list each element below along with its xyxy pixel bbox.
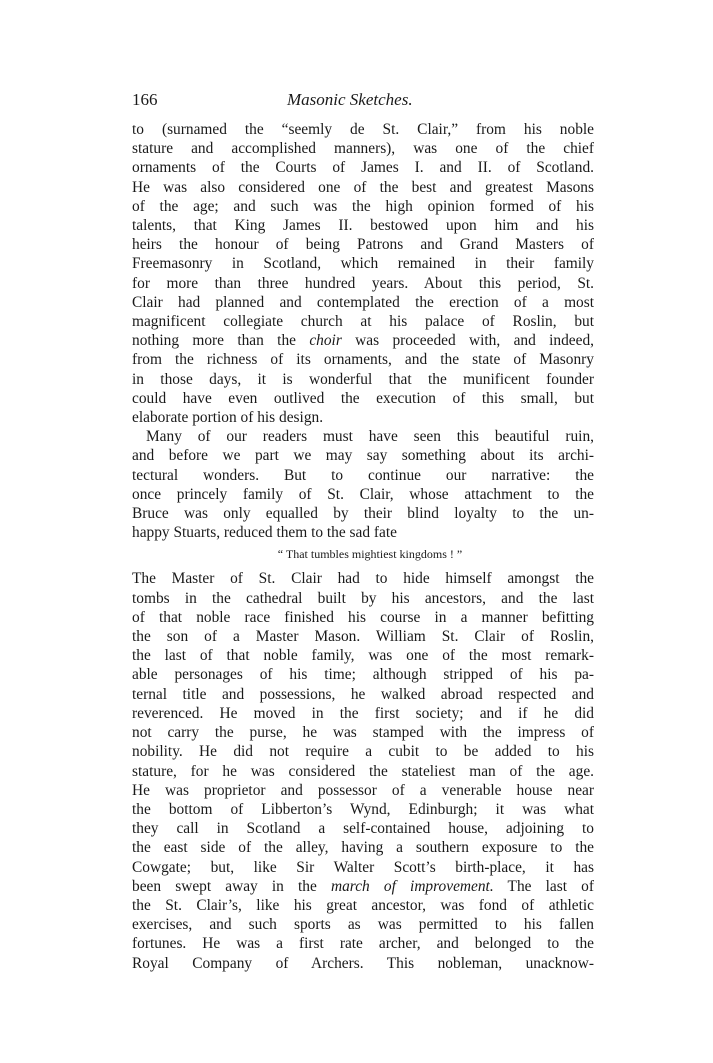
text-line: stature and accomplished manners), was one of the chief	[132, 140, 594, 158]
text-line: for more than three hundred years. About this period, St.	[132, 274, 594, 292]
body-text	[132, 120, 594, 973]
text-line: fortunes. He was a first rate archer, and belonged to the	[132, 935, 594, 953]
text-line: the east side of the alley, having a southern exposure to the	[132, 839, 594, 857]
text-line: tectural wonders. But to continue our narrative: the	[132, 466, 594, 484]
text-line: of the age; and such was the high opinion formed of his	[132, 197, 594, 215]
text-line: reverenced. He moved in the first society; and if he did	[132, 704, 594, 722]
text-line	[132, 877, 594, 896]
text-segment: The last of	[493, 877, 594, 895]
text-line: could have even outlived the execution of this small, but	[132, 389, 594, 407]
text-line: they call in Scotland a self-contained house, adjoining to	[132, 820, 594, 838]
text-line: nobility. He did not require a cubit to be added to his	[132, 743, 594, 761]
text-line: Freemasonry in Scotland, which remained in their family	[132, 255, 594, 273]
text-line: tombs in the cathedral built by his ancestors, and the last	[132, 589, 594, 607]
text-segment: was proceeded with, and indeed,	[341, 332, 595, 350]
text-line	[132, 331, 594, 350]
italic-phrase: choir	[309, 332, 342, 350]
text-line: magnificent collegiate church at his palace of Roslin, but	[132, 313, 594, 331]
paragraph-3	[132, 569, 594, 972]
text-line: the St. Clair’s, like his great ancestor, was fond of athletic	[132, 896, 594, 914]
text-line: talents, that King James II. bestowed upon him and his	[132, 217, 594, 235]
text-line: He was also considered one of the best and greatest Masons	[132, 178, 594, 196]
text-line: heirs the honour of being Patrons and Grand Masters of	[132, 236, 594, 254]
text-line: able personages of his time; although stripped of his pa-	[132, 666, 594, 684]
text-line: He was proprietor and possessor of a venerable house near	[132, 781, 594, 799]
text-line: ternal title and possessions, he walked abroad respected and	[132, 685, 594, 703]
text-line: ornaments of the Courts of James I. and II. of Scotland.	[132, 159, 594, 177]
text-line: and before we part we may say something about its archi-	[132, 447, 594, 465]
text-line: Many of our readers must have seen this beautiful ruin,	[146, 428, 594, 446]
text-line: of that noble race finished his course in a manner befitting	[132, 608, 594, 626]
text-line: happy Stuarts, reduced them to the sad fate	[132, 524, 397, 542]
paragraph-1	[132, 120, 594, 427]
text-segment: been swept away in the	[132, 877, 331, 895]
text-line: once princely family of St. Clair, whose attachment to the	[132, 485, 594, 503]
text-line: elaborate portion of his design.	[132, 409, 324, 427]
text-line: stature, for he was considered the stateliest man of the age.	[132, 762, 594, 780]
running-title: Masonic Sketches.	[287, 90, 413, 109]
text-segment: nothing more than the	[132, 332, 310, 350]
running-head	[132, 90, 594, 120]
page-number: 166	[132, 90, 158, 109]
text-line: Royal Company of Archers. This nobleman, unacknow-	[132, 954, 594, 972]
text-line: the son of a Master Mason. William St. Clair of Roslin,	[132, 628, 594, 646]
book-page	[132, 90, 594, 973]
text-line: the bottom of Libberton’s Wynd, Edinburgh; it was what	[132, 800, 594, 818]
italic-phrase: march of improvement.	[331, 877, 494, 895]
paragraph-2	[132, 427, 594, 542]
text-line: exercises, and such sports as was permitted to his fallen	[132, 916, 594, 934]
quotation: “ That tumbles mightiest kingdoms ! ”	[277, 547, 463, 562]
text-line: The Master of St. Clair had to hide himself amongst the	[132, 570, 594, 588]
text-line: not carry the purse, he was stamped with the impress of	[132, 724, 594, 742]
text-line: Bruce was only equalled by their blind loyalty to the un-	[132, 505, 594, 523]
text-line: from the richness of its ornaments, and the state of Masonry	[132, 351, 594, 369]
text-line: Cowgate; but, like Sir Walter Scott’s birth-place, it has	[132, 858, 594, 876]
text-line: to (surnamed the “seemly de St. Clair,” from his noble	[132, 121, 594, 138]
text-line: Clair had planned and contemplated the erection of a most	[132, 293, 594, 311]
text-line: in those days, it is wonderful that the munificent founder	[132, 370, 594, 388]
text-line: the last of that noble family, was one of the most remark-	[132, 647, 594, 665]
